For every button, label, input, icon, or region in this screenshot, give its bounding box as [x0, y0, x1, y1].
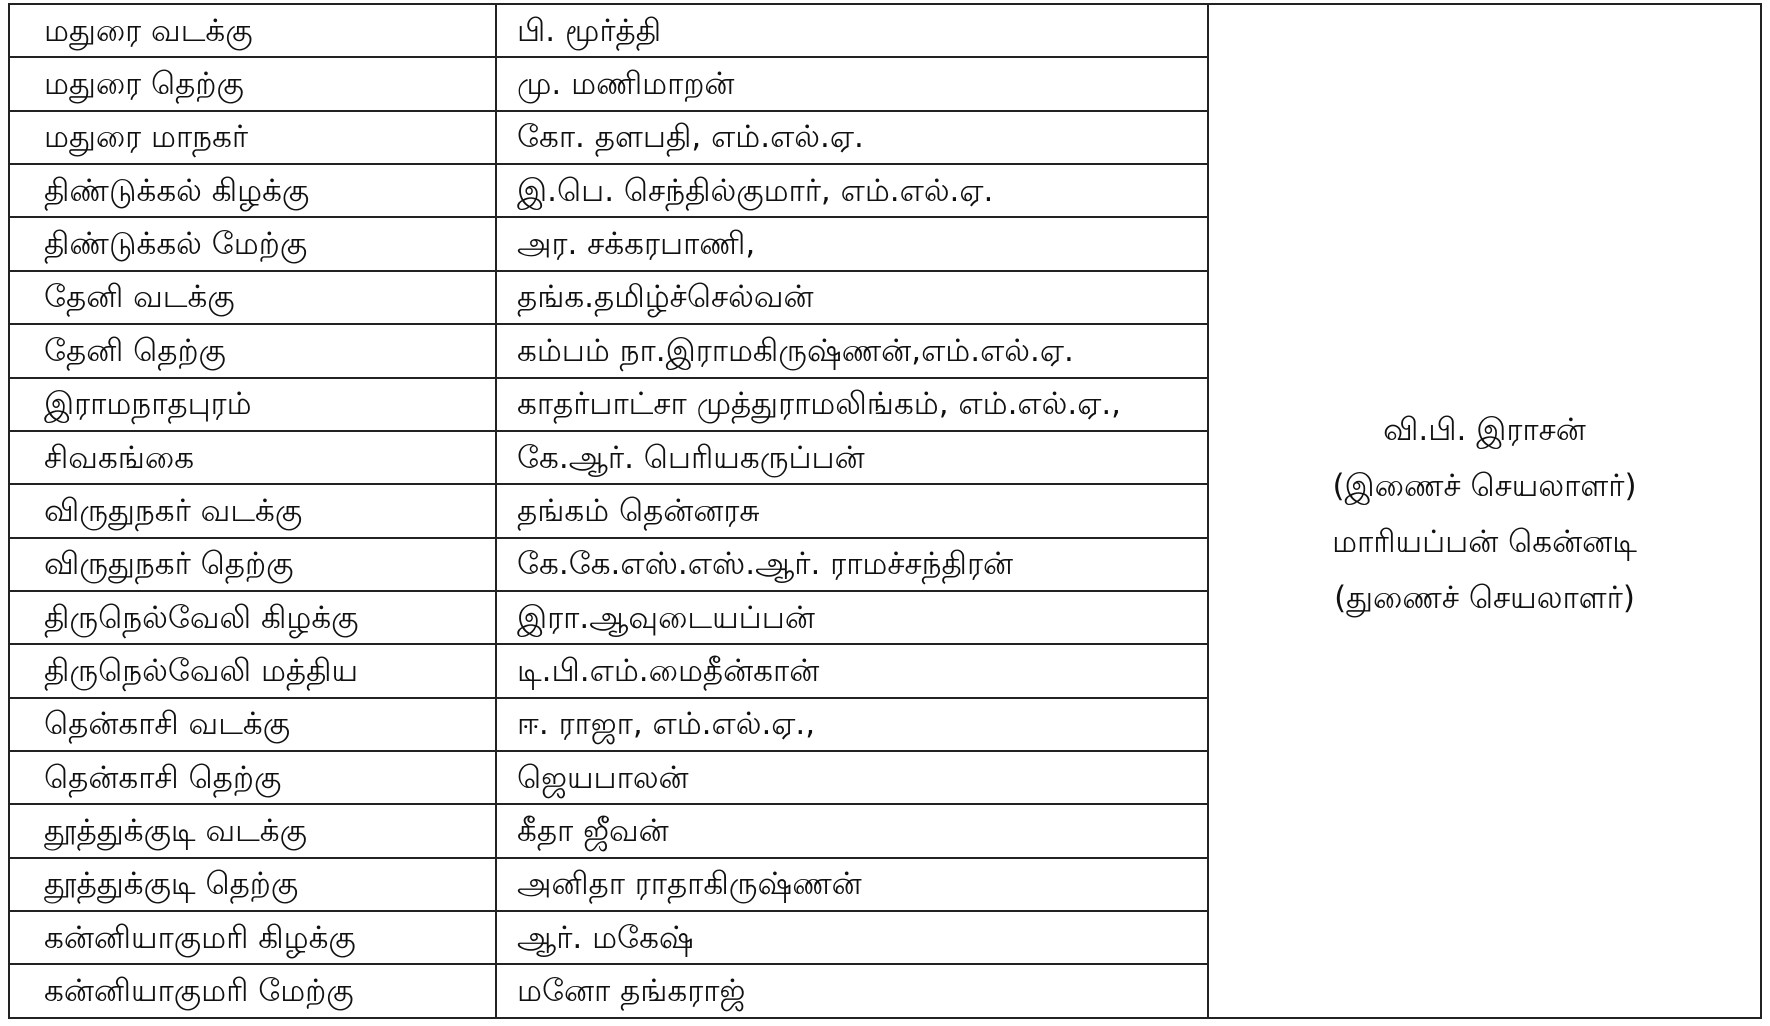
secretary-cell: கீதா ஜீவன்	[496, 804, 1208, 857]
coordinator-role-1: (இணைச் செயலாளர்)	[1332, 468, 1637, 504]
secretary-cell: பி. மூர்த்தி	[496, 4, 1208, 57]
secretary-cell: கம்பம் நா.இராமகிருஷ்ணன்,எம்.எல்.ஏ.	[496, 324, 1208, 377]
coordinators-block	[1332, 402, 1637, 626]
secretary-cell: கே.கே.எஸ்.எஸ்.ஆர். ராமச்சந்திரன்	[496, 538, 1208, 591]
secretary-cell: ஆர். மகேஷ்	[496, 911, 1208, 964]
district-cell: தென்காசி வடக்கு	[9, 698, 496, 751]
secretary-cell: காதர்பாட்சா முத்துராமலிங்கம், எம்.எல்.ஏ.,	[496, 378, 1208, 431]
district-cell: விருதுநகர் தெற்கு	[9, 538, 496, 591]
secretary-cell: டி.பி.எம்.மைதீன்கான்	[496, 644, 1208, 697]
district-cell: தூத்துக்குடி தெற்கு	[9, 858, 496, 911]
district-cell: தேனி வடக்கு	[9, 271, 496, 324]
district-cell: திண்டுக்கல் கிழக்கு	[9, 164, 496, 217]
district-cell: திண்டுக்கல் மேற்கு	[9, 217, 496, 270]
district-cell: கன்னியாகுமரி கிழக்கு	[9, 911, 496, 964]
secretary-cell: கே.ஆர். பெரியகருப்பன்	[496, 431, 1208, 484]
district-secretaries-table	[8, 3, 1762, 1019]
secretary-cell: மனோ தங்கராஜ்	[496, 964, 1208, 1018]
district-cell: இராமநாதபுரம்	[9, 378, 496, 431]
table-row	[9, 4, 1761, 57]
coordinator-name-2: மாரியப்பன் கென்னடி	[1332, 524, 1637, 560]
district-cell: சிவகங்கை	[9, 431, 496, 484]
secretary-cell: ஈ. ராஜா, எம்.எல்.ஏ.,	[496, 698, 1208, 751]
district-cell: மதுரை மாநகர்	[9, 111, 496, 164]
secretary-cell: அர. சக்கரபாணி,	[496, 217, 1208, 270]
secretary-cell: மு. மணிமாறன்	[496, 57, 1208, 110]
secretary-cell: தங்க.தமிழ்ச்செல்வன்	[496, 271, 1208, 324]
secretary-cell: இ.பெ. செந்தில்குமார், எம்.எல்.ஏ.	[496, 164, 1208, 217]
district-cell: தென்காசி தெற்கு	[9, 751, 496, 804]
secretary-cell: இரா.ஆவுடையப்பன்	[496, 591, 1208, 644]
secretary-cell: ஜெயபாலன்	[496, 751, 1208, 804]
district-cell: விருதுநகர் வடக்கு	[9, 484, 496, 537]
coordinators-cell	[1208, 4, 1761, 1018]
district-cell: தூத்துக்குடி வடக்கு	[9, 804, 496, 857]
district-cell: மதுரை வடக்கு	[9, 4, 496, 57]
district-cell: திருநெல்வேலி கிழக்கு	[9, 591, 496, 644]
district-cell: மதுரை தெற்கு	[9, 57, 496, 110]
district-cell: கன்னியாகுமரி மேற்கு	[9, 964, 496, 1018]
secretary-cell: தங்கம் தென்னரசு	[496, 484, 1208, 537]
district-cell: தேனி தெற்கு	[9, 324, 496, 377]
secretary-cell: கோ. தளபதி, எம்.எல்.ஏ.	[496, 111, 1208, 164]
coordinator-role-2: (துணைச் செயலாளர்)	[1334, 580, 1635, 616]
secretary-cell: அனிதா ராதாகிருஷ்ணன்	[496, 858, 1208, 911]
district-cell: திருநெல்வேலி மத்திய	[9, 644, 496, 697]
coordinator-name-1: வி.பி. இராசன்	[1383, 412, 1586, 448]
